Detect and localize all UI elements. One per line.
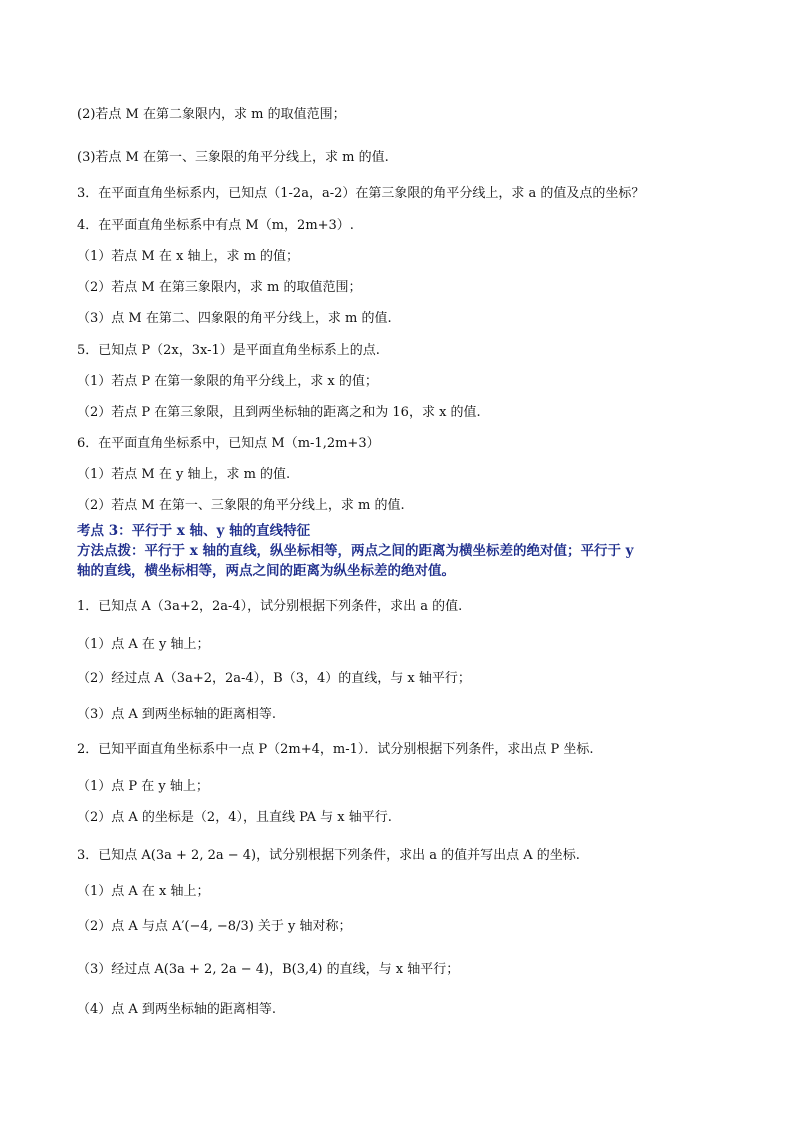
exercise-3: 3．已知点 A(3a + 2, 2a − 4)，试分别根据下列条件，求出 a 的值并写出点 A 的坐标. <box>77 848 580 863</box>
question-4-part-3: （3）点 M 在第二、四象限的角平分线上，求 m 的值. <box>77 311 392 326</box>
exercise-1-part-3: （3）点 A 到两坐标轴的距离相等. <box>77 707 277 722</box>
question-5: 5．已知点 P（2x，3x-1）是平面直角坐标系上的点. <box>77 343 380 358</box>
question-3: 3．在平面直角坐标系内，已知点（1-2a，a-2）在第三象限的角平分线上，求 a 的值及点的坐标？ <box>77 186 645 201</box>
question-6-part-2: （2）若点 M 在第一、三象限的角平分线上，求 m 的值. <box>77 498 405 513</box>
question-4-part-2: （2）若点 M 在第三象限内，求 m 的取值范围； <box>77 280 362 295</box>
question-5-part-2: （2）若点 P 在第三象限，且到两坐标轴的距离之和为 16，求 x 的值. <box>77 405 481 420</box>
exercise-1-part-2: （2）经过点 A（3a+2，2a-4），B（3，4）的直线，与 x 轴平行； <box>77 671 471 686</box>
method-tip-line-2: 轴的直线，横坐标相等，两点之间的距离为纵坐标差的绝对值。 <box>77 563 455 579</box>
question-2-part-2: (2)若点 M 在第二象限内，求 m 的取值范围； <box>77 107 346 122</box>
exercise-2-part-1: （1）点 P 在 y 轴上； <box>77 779 209 794</box>
question-6: 6．在平面直角坐标系中，已知点 M（m-1,2m+3） <box>77 436 380 451</box>
exercise-3-part-1: （1）点 A 在 x 轴上； <box>77 884 210 899</box>
question-4-part-1: （1）若点 M 在 x 轴上，求 m 的值； <box>77 249 300 264</box>
exercise-2-part-2: （2）点 A 的坐标是（2，4），且直线 PA 与 x 轴平行. <box>77 810 392 825</box>
exercise-1: 1．已知点 A（3a+2，2a-4），试分别根据下列条件，求出 a 的值. <box>77 599 463 614</box>
question-6-part-1: （1）若点 M 在 y 轴上，求 m 的值. <box>77 467 291 482</box>
question-4: 4．在平面直角坐标系中有点 M（m，2m+3）. <box>77 218 354 233</box>
exercise-3-part-3: （3）经过点 A(3a + 2, 2a − 4)，B(3,4) 的直线，与 x 轴平行； <box>77 962 460 977</box>
exercise-2: 2．已知平面直角坐标系中一点 P（2m+4，m-1）．试分别根据下列条件，求出点 P 坐标. <box>77 742 594 757</box>
exercise-1-part-1: （1）点 A 在 y 轴上； <box>77 637 210 652</box>
method-tip-line-1: 方法点拨：平行于 x 轴的直线，纵坐标相等，两点之间的距离为横坐标差的绝对值；平行于 y <box>77 543 634 559</box>
section-heading: 考点 3：平行于 x 轴、y 轴的直线特征 <box>77 523 311 539</box>
question-5-part-1: （1）若点 P 在第一象限的角平分线上，求 x 的值； <box>77 374 378 389</box>
question-2-part-3: (3)若点 M 在第一、三象限的角平分线上，求 m 的值. <box>77 150 389 165</box>
exercise-3-part-2: （2）点 A 与点 A′(−4, −8/3) 关于 y 轴对称； <box>77 919 352 934</box>
exercise-3-part-4: （4）点 A 到两坐标轴的距离相等. <box>77 1002 277 1017</box>
